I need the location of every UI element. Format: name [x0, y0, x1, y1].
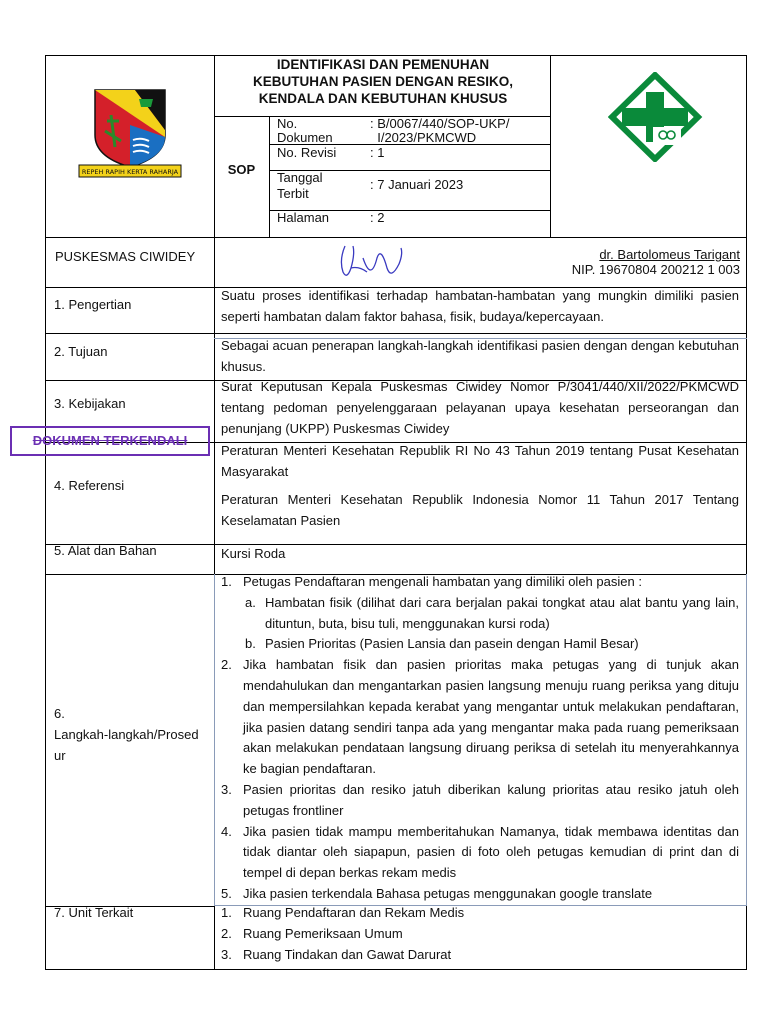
step-1: 1. Petugas Pendaftaran mengenali hambatan yang dimiliki oleh pasien :: [221, 574, 642, 589]
logo-motto: REPEH RAPIH KERTA RAHARJA: [81, 168, 179, 176]
kebijakan-text: Surat Keputusan Kepala Puskesmas Ciwidey Nomor P/3041/440/XII/2022/PKMCWD tentang pedoman penyelenggaraan pelayanan upaya kesehatan perseorangan dan penunjang (UKPP) Puskesmas Ciwidey: [221, 379, 739, 436]
signature: [333, 238, 413, 288]
controlled-document-stamp: [10, 426, 210, 456]
document-title: IDENTIFIKASI DAN PEMENUHAN KEBUTUHAN PASIEN DENGAN RESIKO, KENDALA DAN KEBUTUHAN KHUSUS: [252, 57, 514, 106]
puskesmas-cross-icon: [608, 72, 703, 162]
step-2: 2. Jika hambatan fisik dan pasien prioritas maka petugas yang di tunjuk akan mendahulukan dan mengantarkan pasien langsung menuju ruang periksa yang dituju dan mempersilahkan kepada kerabat yang mengantar untuk melakukan pendaftaran, jika pasien datang sendiri tanpa ada yang mengantar maka pada ruang pemeriksaan akan melakukan pendataan langsung diruang periksa di setelah itu menyerahkannya ke bagian pendaftaran.: [221, 657, 739, 777]
langkah-steps: [221, 572, 739, 905]
halaman-value: : 2: [370, 210, 385, 225]
pengertian-label: 1. Pengertian: [54, 297, 132, 312]
unit-item: 2. Ruang Pemeriksaan Umum: [221, 925, 403, 941]
tanggal-value: : 7 Januari 2023: [370, 177, 464, 192]
step-1a: a. Hambatan fisik (dilihat dari cara berjalan pakai tongkat atau alat bantu yang lain, dituntun, buta, bisu tuli, menggunakan kursi roda): [245, 594, 739, 631]
referensi-label: 4. Referensi: [54, 478, 125, 493]
langkah-label: 6. Langkah-langkah/Prosed ur: [54, 706, 199, 763]
referensi-item-2: Peraturan Menteri Kesehatan Republik Indonesia Nomor 11 Tahun 2017 Tentang Keselamatan Pasien: [221, 492, 739, 528]
no-revisi-label: No. Revisi: [277, 145, 337, 160]
no-dokumen-label: No. Dokumen: [277, 116, 333, 145]
no-dokumen-value: : B/0067/440/SOP-UKP/ I/2023/PKMCWD: [370, 116, 510, 145]
kebijakan-label: 3. Kebijakan: [54, 396, 126, 411]
halaman-label: Halaman: [277, 210, 330, 225]
tanggal-label: Tanggal Terbit: [277, 170, 323, 201]
alat-text: Kursi Roda: [221, 546, 286, 561]
puskesmas-logo: [608, 72, 703, 162]
unit-label: 7. Unit Terkait: [54, 905, 134, 920]
signer-name: dr. Bartolomeus Tarigant: [599, 247, 740, 262]
signature-icon: [333, 238, 413, 288]
step-4: 4. Jika pasien tidak mampu memberitahukan Namanya, tidak membawa identitas dan tidak diantar oleh siapapun, pasien di foto oleh petugas kemudian di print dan di tempel di depan berkas rekam medis: [221, 823, 739, 881]
alat-label: 5. Alat dan Bahan: [54, 543, 157, 558]
unit-item: 1. Ruang Pendaftaran dan Rekam Medis: [221, 905, 465, 920]
signer-nip: NIP. 19670804 200212 1 003: [571, 262, 740, 277]
step-5: 5. Jika pasien terkendala Bahasa petugas menggunakan google translate: [221, 885, 653, 901]
stamp-text: DOKUMEN TERKENDALI: [32, 433, 188, 448]
kabupaten-logo: [75, 85, 185, 180]
puskesmas-name: PUSKESMAS CIWIDEY: [55, 249, 196, 264]
kabupaten-crest-icon: [75, 85, 185, 180]
tujuan-text: Sebagai acuan penerapan langkah-langkah identifikasi pasien dengan dengan kebutuhan khusus.: [221, 338, 739, 374]
step-1b: b. Pasien Prioritas (Pasien Lansia dan pasein dengan Hamil Besar): [245, 636, 639, 652]
unit-list: [221, 903, 739, 965]
referensi-item-1: Peraturan Menteri Kesehatan Republik RI No 43 Tahun 2019 tentang Pusat Kesehatan Masyarakat: [221, 443, 739, 479]
sop-label: SOP: [227, 162, 256, 177]
step-3: 3. Pasien prioritas dan resiko jatuh diberikan kalung prioritas atau resiko jatuh oleh petugas frontliner: [221, 781, 739, 818]
tujuan-label: 2. Tujuan: [54, 344, 108, 359]
pengertian-text: Suatu proses identifikasi terhadap hambatan-hambatan yang mungkin dimiliki pasien seperti hambatan dalam faktor bahasa, fisik, budaya/kepercayaan.: [221, 288, 739, 324]
no-revisi-value: : 1: [370, 145, 385, 160]
unit-item: 3. Ruang Tindakan dan Gawat Darurat: [221, 946, 452, 962]
signer-block: [552, 247, 740, 277]
